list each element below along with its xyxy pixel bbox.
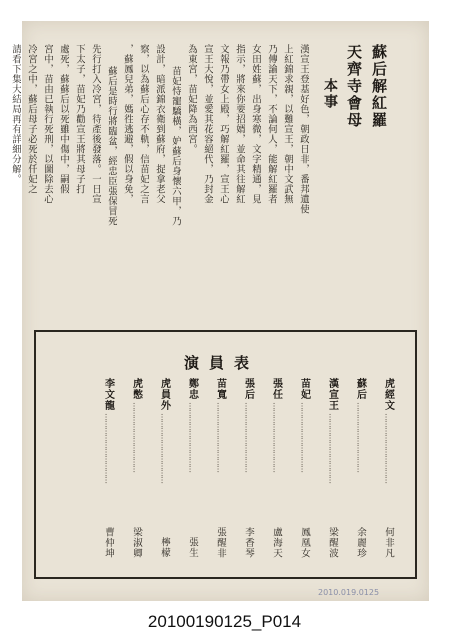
title-line-right: 蘇后解紅羅 bbox=[370, 44, 388, 129]
cast-role: 虎憋 bbox=[130, 378, 142, 400]
cast-entry bbox=[266, 378, 286, 558]
cast-role: 李文龍 bbox=[102, 378, 114, 411]
story-line: 下太子，苗妃乃勸宣王將其母子打 bbox=[74, 44, 85, 194]
cast-actor: 檸檬 bbox=[159, 537, 170, 558]
leader-dots: ………………………… bbox=[327, 413, 337, 483]
cast-role: 張任 bbox=[270, 378, 282, 400]
title-suffix: 本事 bbox=[322, 78, 338, 110]
leader-dots: ………………………… bbox=[215, 402, 225, 472]
cast-role: 苗寬 bbox=[214, 378, 226, 400]
cast-entry bbox=[238, 378, 258, 558]
cast-entry bbox=[182, 378, 202, 558]
story-line: 漢宣王登基好色，朝政日非，番邦遺使 bbox=[298, 44, 309, 214]
cast-entry bbox=[126, 378, 146, 558]
leader-dots: ………………………… bbox=[159, 413, 169, 483]
archive-stamp: 2010.019.0125 bbox=[318, 588, 380, 597]
cast-entry bbox=[322, 378, 342, 558]
story-text bbox=[10, 44, 390, 270]
story-line: ，蘇鳳兒弟，媽徃逃避，假以身免， bbox=[122, 44, 133, 204]
cast-heading: 演員表 bbox=[184, 354, 260, 372]
story-line: 乃傳諭天下，不論何人，能解紅羅者 bbox=[266, 44, 277, 204]
cast-role: 蘇后 bbox=[354, 378, 366, 400]
story-line: 女田姓蘇，出身寒微，文字精通，見 bbox=[250, 44, 261, 204]
title-line-left: 天齊寺會母 bbox=[345, 44, 363, 129]
story-line: 冷宮之中，蘇后母子必死於仟妃之 bbox=[26, 44, 37, 194]
story-line: 請看下集大結局再有詳細分解。 bbox=[10, 44, 21, 184]
leader-dots: ………………………… bbox=[355, 402, 365, 472]
story-line: 先行打入冷宮，待產後發落。一日宣 bbox=[90, 44, 101, 204]
story-columns bbox=[10, 44, 309, 270]
cast-role: 虎員外 bbox=[158, 378, 170, 411]
cast-entry bbox=[294, 378, 314, 558]
title-block bbox=[320, 44, 390, 270]
cast-actor: 曹仲坤 bbox=[103, 526, 114, 558]
cast-entry bbox=[98, 378, 118, 558]
cast-role: 虎經文 bbox=[382, 378, 394, 411]
cast-list bbox=[98, 378, 398, 558]
cast-box bbox=[34, 330, 417, 579]
cast-entry bbox=[154, 378, 174, 558]
image-caption: 20100190125_P014 bbox=[147, 612, 302, 631]
cast-entry bbox=[210, 378, 230, 558]
cast-actor: 張醒非 bbox=[215, 526, 226, 558]
leader-dots: ………………………… bbox=[243, 402, 253, 472]
leader-dots: ………………………… bbox=[131, 402, 141, 472]
leader-dots: ………………………… bbox=[383, 413, 393, 483]
cast-actor: 盧海天 bbox=[271, 526, 282, 558]
cast-actor: 張生 bbox=[187, 537, 198, 558]
story-line: 察，以為蘇后心存不軌，信苗妃之言 bbox=[138, 44, 149, 204]
cast-actor: 李香琴 bbox=[243, 526, 254, 558]
leader-dots: ………………………… bbox=[271, 402, 281, 472]
cast-role: 漢宣王 bbox=[326, 378, 338, 411]
cast-actor: 梁淑卿 bbox=[131, 526, 142, 558]
cast-actor: 何非凡 bbox=[383, 526, 394, 558]
cast-entry bbox=[378, 378, 398, 558]
leader-dots: ………………………… bbox=[187, 402, 197, 472]
cast-role: 張后 bbox=[242, 378, 254, 400]
cast-actor: 余麗珍 bbox=[355, 526, 366, 558]
story-line: 宣王大悅，並愛其花容絕代，乃封金 bbox=[202, 44, 213, 204]
cast-actor: 梁醒波 bbox=[327, 526, 338, 558]
cast-actor: 鳳凰女 bbox=[299, 526, 310, 558]
story-line: 設計，暗派錦衣衛到蘇府，捉拿老父 bbox=[154, 44, 165, 204]
cast-role: 苗妃 bbox=[298, 378, 310, 400]
story-line: 苗妃恃寵驕橫，妒蘇后身懷六甲，乃 bbox=[170, 66, 181, 226]
leader-dots: ………………………… bbox=[103, 413, 113, 483]
story-line: 文報乃帶女上殿，巧解紅羅，宣王心 bbox=[218, 44, 229, 204]
story-line: 處死，蘇蘇后以死雖中傷中，嗣假 bbox=[58, 44, 69, 194]
story-line: 蘇后是時行將臨盆，經忠臣張保冒死 bbox=[106, 66, 117, 226]
cast-role: 鄭忠 bbox=[186, 378, 198, 400]
cast-entry bbox=[350, 378, 370, 558]
story-line: 為東宮，苗妃降為西宮。 bbox=[186, 44, 197, 154]
story-line: 上紅錦求親，以難宣王，朝中文武無 bbox=[282, 44, 293, 204]
leader-dots: ………………………… bbox=[299, 402, 309, 472]
story-line: 指示，將來你要招婿，並命其往解紅 bbox=[234, 44, 245, 204]
story-line: 宮中，苗由已執行死刑，以圖除去心 bbox=[42, 44, 53, 204]
